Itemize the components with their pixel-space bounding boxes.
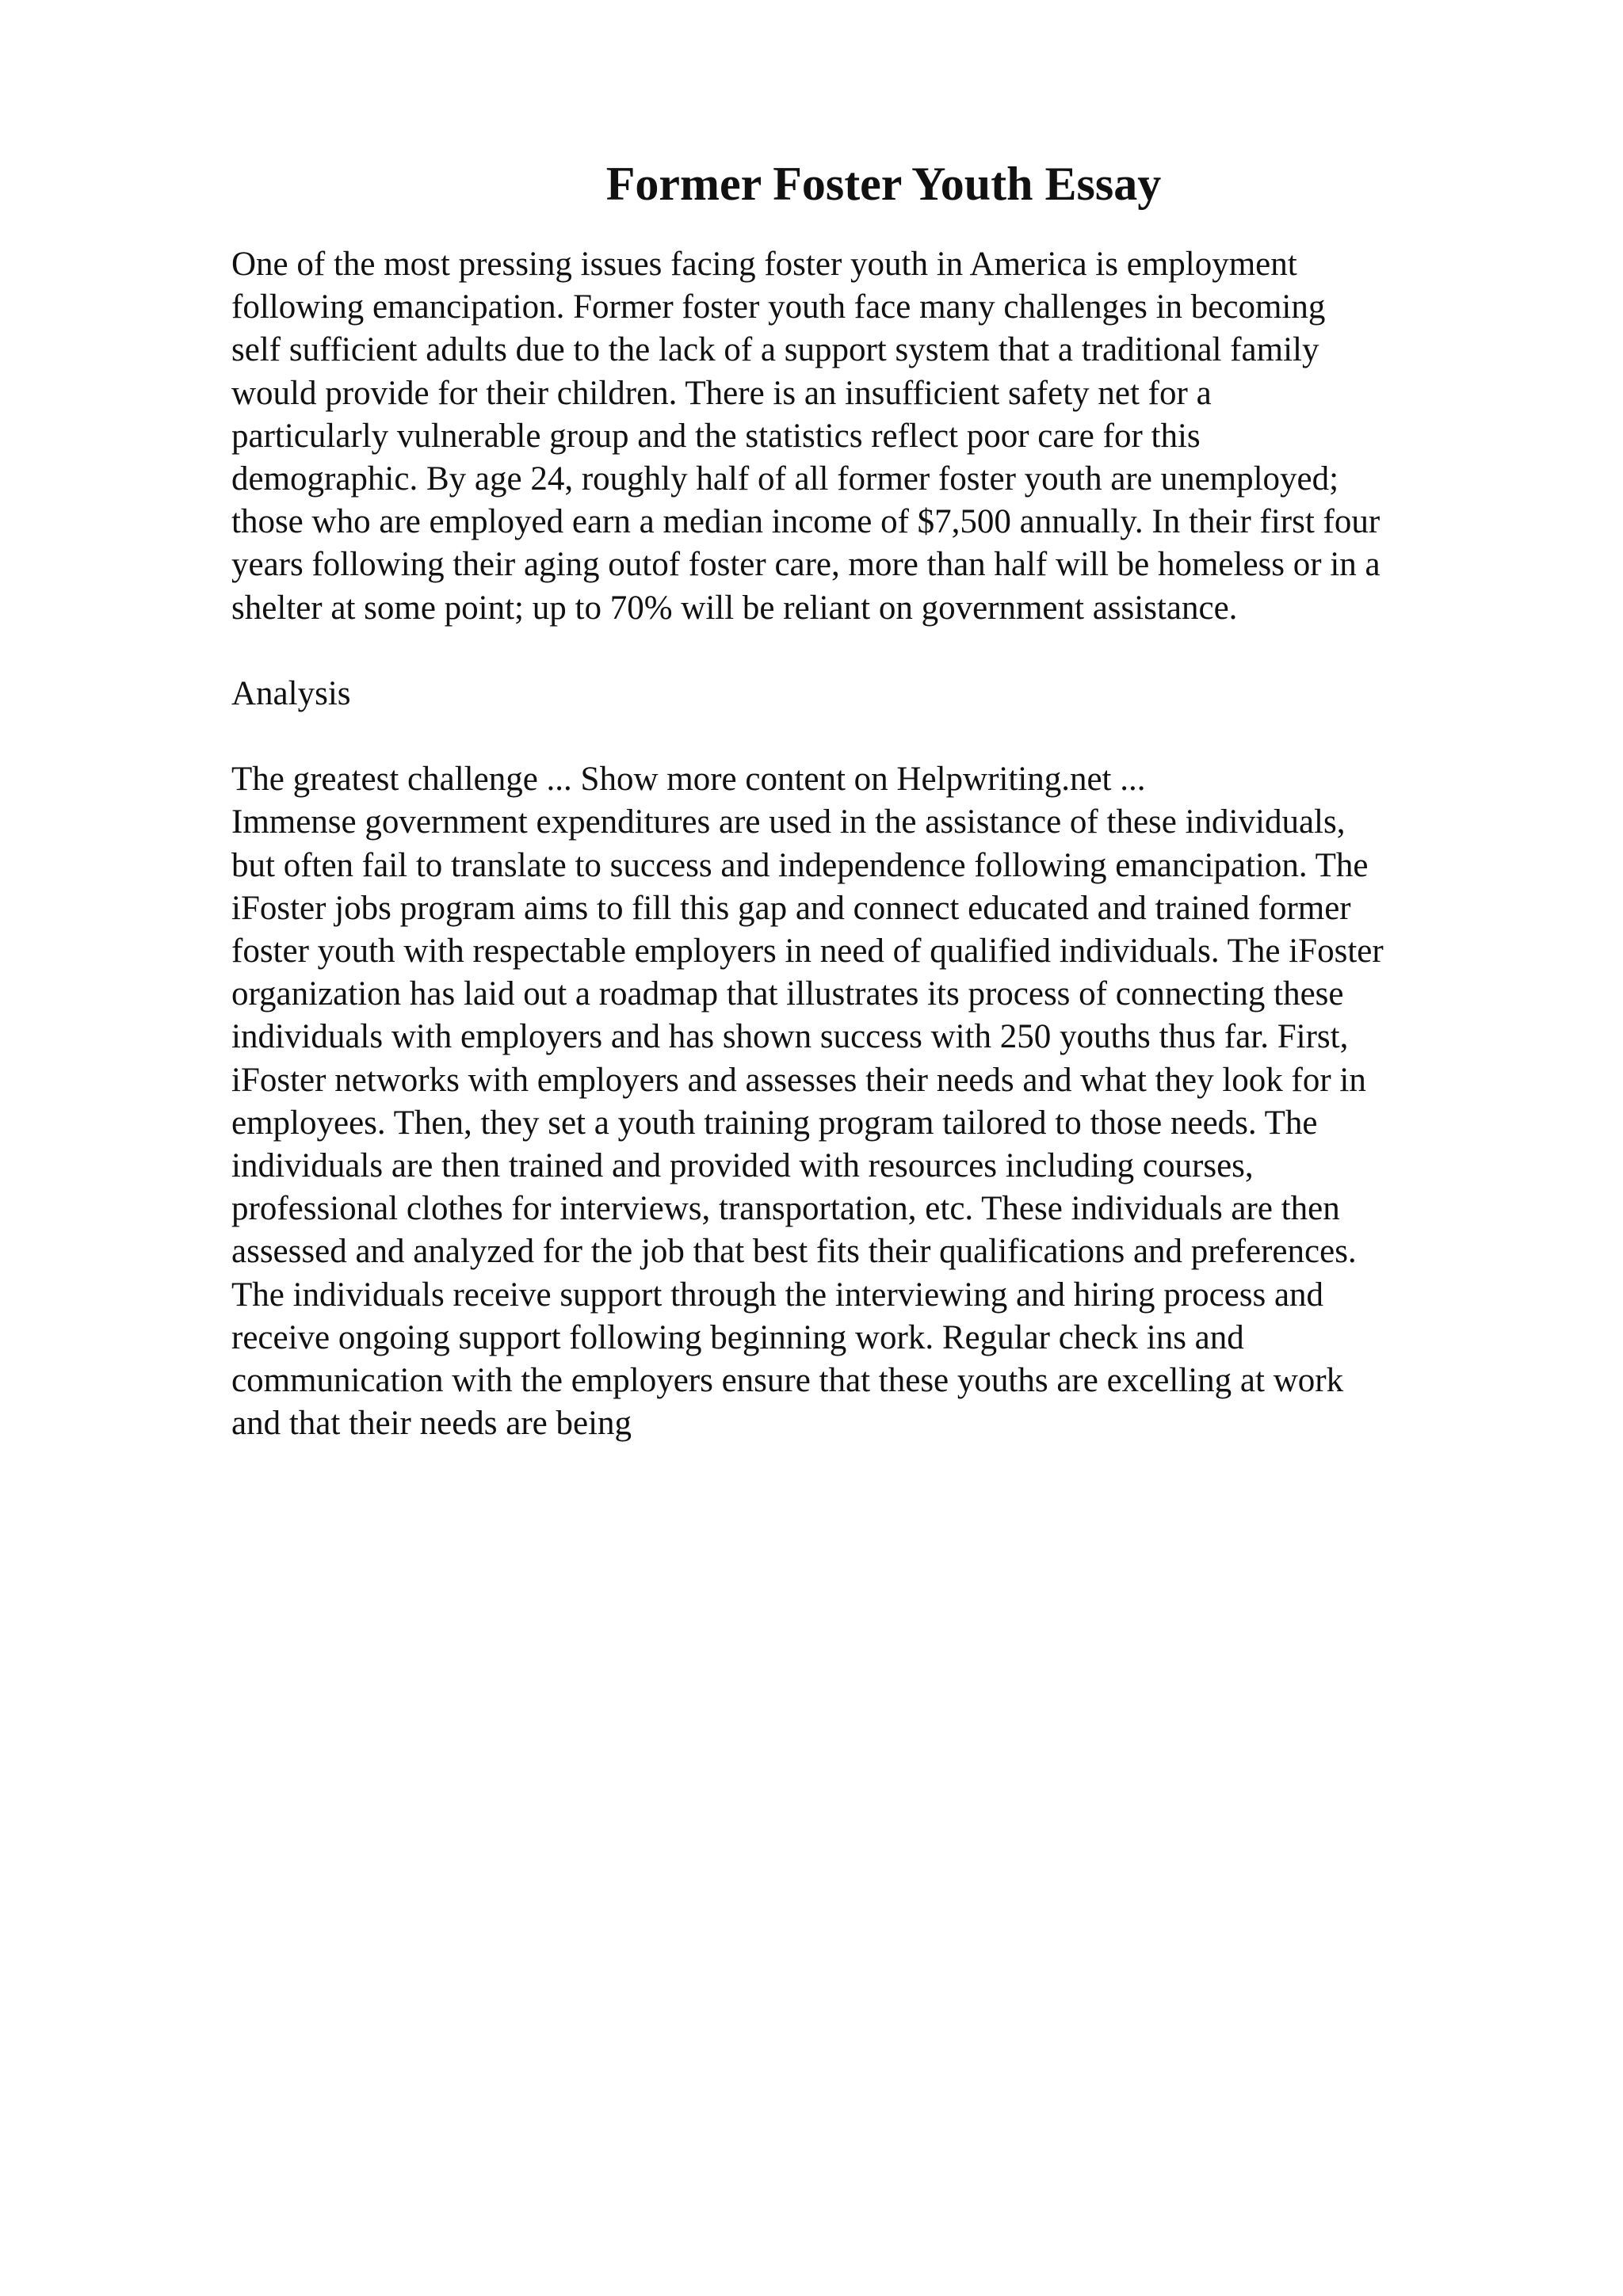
paragraph-line: One of the most pressing issues facing foster youth in America is employment (231, 246, 1297, 283)
paragraph-line: individuals are then trained and provided with resources including courses, (231, 1146, 1254, 1184)
paragraph-line: self sufficient adults due to the lack of a support system that a traditional family (231, 331, 1319, 369)
paragraph-line: individuals with employers and has shown success with 250 youths thus far. First, (231, 1018, 1349, 1056)
paragraph-line: demographic. By age 24, roughly half of all former foster youth are unemployed; (231, 460, 1339, 498)
paragraph-spacer (231, 630, 1531, 673)
paragraph-line: The individuals receive support through the interviewing and hiring process and (231, 1276, 1324, 1314)
paragraph-line: communication with the employers ensure that these youths are excelling at work (231, 1361, 1344, 1399)
document-body (231, 243, 1531, 1445)
paragraph-line: The greatest challenge ... Show more content on Helpwriting.net ... (231, 761, 1146, 799)
paragraph-line: those who are employed earn a median income of $7,500 annually. In their first four (231, 503, 1381, 541)
analysis-paragraph (231, 758, 1531, 1445)
paragraph-spacer (231, 715, 1531, 758)
paragraph-line: years following their aging outof foster care, more than half will be homeless or in a (231, 546, 1381, 584)
paragraph-line: foster youth with respectable employers in need of qualified individuals. The iFoster (231, 933, 1384, 970)
paragraph-line: following emancipation. Former foster youth face many challenges in becoming (231, 288, 1326, 326)
intro-paragraph (231, 243, 1531, 630)
paragraph-line: but often fail to translate to success and independence following emancipation. The (231, 846, 1369, 884)
paragraph-line: particularly vulnerable group and the statistics reflect poor care for this (231, 417, 1201, 455)
paragraph-line: Immense government expenditures are used in the assistance of these individuals, (231, 803, 1346, 841)
paragraph-line: receive ongoing support following beginning work. Regular check ins and (231, 1318, 1244, 1356)
paragraph-line: employees. Then, they set a youth training program tailored to those needs. The (231, 1104, 1318, 1142)
paragraph-line: iFoster networks with employers and assesses their needs and what they look for in (231, 1061, 1366, 1099)
document-title: Former Foster Youth Essay (605, 158, 1162, 210)
paragraph-line: professional clothes for interviews, transportation, etc. These individuals are then (231, 1190, 1340, 1228)
paragraph-line: assessed and analyzed for the job that best fits their qualifications and preferences. (231, 1233, 1357, 1271)
paragraph-line: and that their needs are being (231, 1405, 632, 1443)
section-heading-analysis: Analysis (231, 674, 351, 712)
paragraph-line: would provide for their children. There is an insufficient safety net for a (231, 374, 1212, 412)
paragraph-line: shelter at some point; up to 70% will be reliant on government assistance. (231, 589, 1238, 627)
paragraph-line: iFoster jobs program aims to fill this gap and connect educated and trained former (231, 889, 1351, 927)
paragraph-line: organization has laid out a roadmap that illustrates its process of connecting these (231, 975, 1344, 1013)
